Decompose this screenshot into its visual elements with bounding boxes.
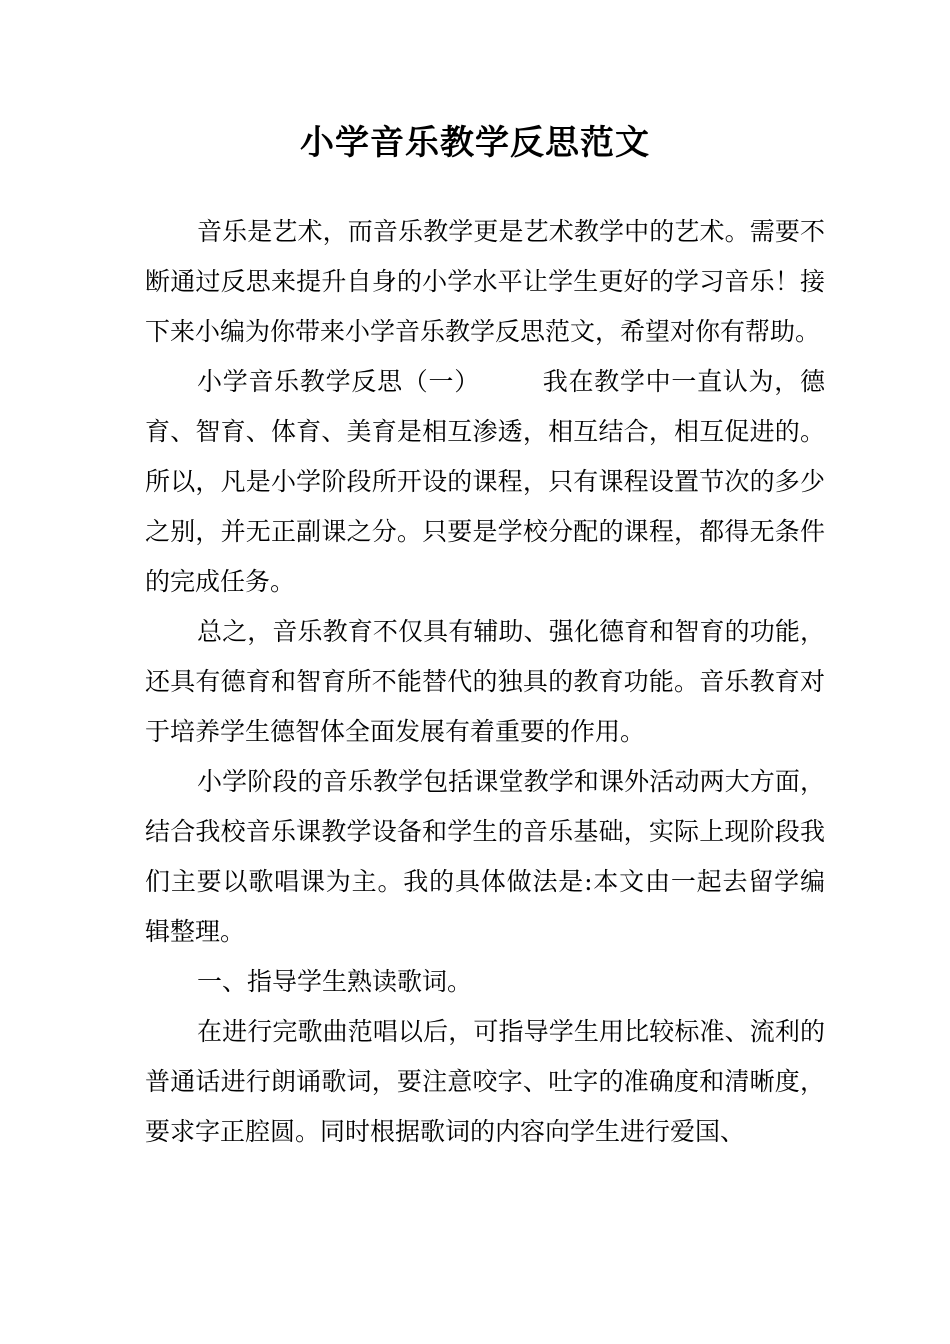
point1-paragraph: 在进行完歌曲范唱以后，可指导学生用比较标准、流利的普通话进行朗诵歌词，要注意咬字、吐字的准确度和清晰度，要求字正腔圆。同时根据歌词的内容向学生进行爱国、 [145, 1017, 825, 1146]
intro-paragraph: 音乐是艺术，而音乐教学更是艺术教学中的艺术。需要不断通过反思来提升自身的小学水平让学生更好的学习音乐！接下来小编为你带来小学音乐教学反思范文，希望对你有帮助。 [145, 217, 825, 346]
document-body [145, 207, 825, 1157]
section1-body: 我在教学中一直认为，德育、智育、体育、美育是相互渗透，相互结合，相互促进的。所以，凡是小学阶段所开设的课程，只有课程设置节次的多少之别，并无正副课之分。只要是学校分配的课程，都得无条件的完成任务。 [145, 367, 825, 596]
summary-paragraph: 总之，音乐教育不仅具有辅助、强化德育和智育的功能，还具有德育和智育所不能替代的独具的教育功能。音乐教育对于培养学生德智体全面发展有着重要的作用。 [145, 617, 825, 746]
point1-heading: 一、指导学生熟读歌词。 [197, 967, 473, 996]
section1-paragraph [145, 357, 825, 607]
section1-heading: 小学音乐教学反思（一） [197, 367, 480, 396]
document-title: 小学音乐教学反思范文 [300, 123, 650, 163]
practice-paragraph: 小学阶段的音乐教学包括课堂教学和课外活动两大方面，结合我校音乐课教学设备和学生的音乐基础，实际上现阶段我们主要以歌唱课为主。我的具体做法是:本文由一起去留学编辑整理。 [145, 767, 825, 946]
